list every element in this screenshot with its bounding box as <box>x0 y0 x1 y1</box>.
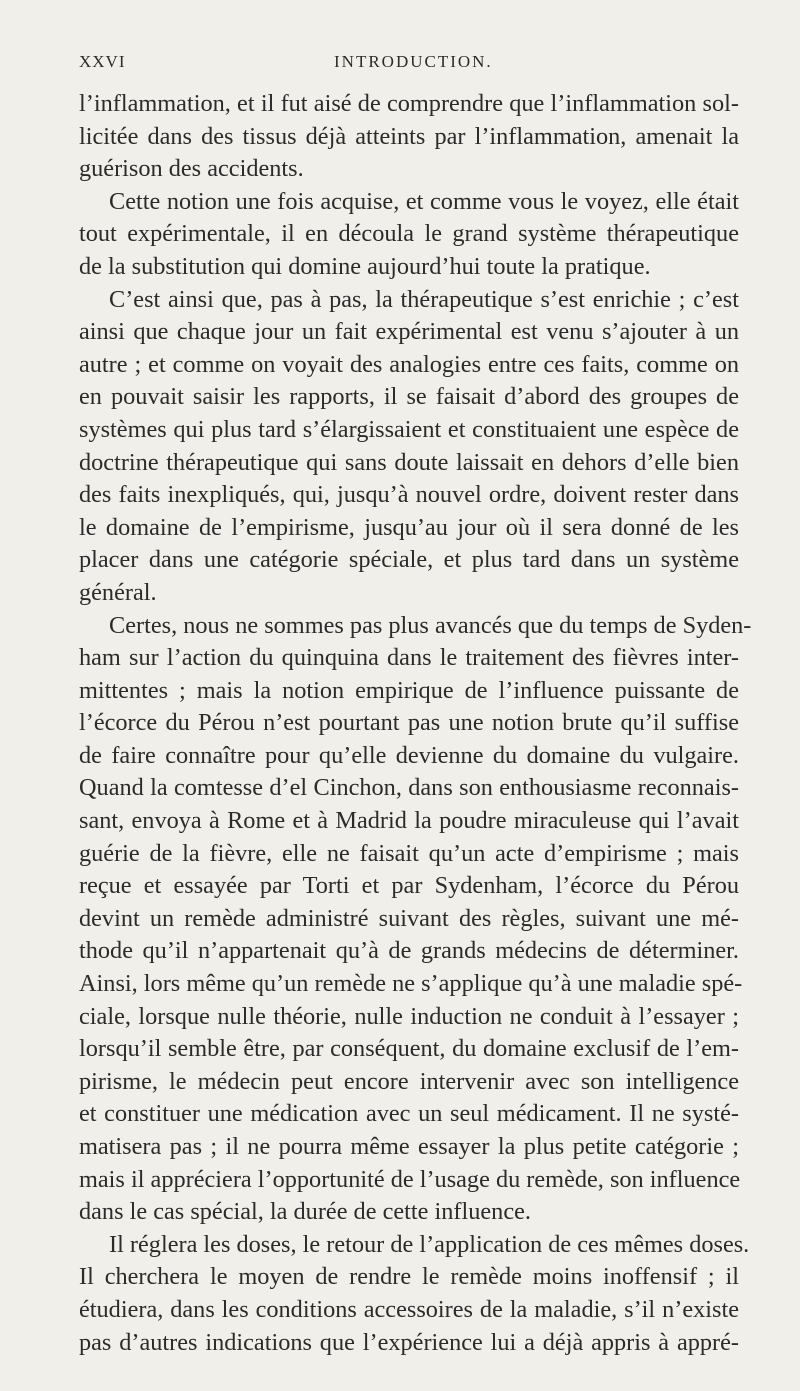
text-line: étudiera, dans les conditions accessoires de la maladie, s’il n’existe <box>79 1295 739 1323</box>
body-text <box>79 88 752 1359</box>
text-line: général. <box>79 578 157 606</box>
text-line: placer dans une catégorie spéciale, et plus tard dans un système <box>79 546 739 574</box>
text-line: devint un remède administré suivant des règles, suivant une mé- <box>79 904 739 932</box>
text-line: le domaine de l’empirisme, jusqu’au jour où il sera donné de les <box>79 513 739 541</box>
running-title: INTRODUCTION. <box>334 52 493 71</box>
text-line: doctrine thérapeutique qui sans doute laissait en dehors d’elle bien <box>79 448 739 476</box>
text-line: sant, envoya à Rome et à Madrid la poudre miraculeuse qui l’avait <box>79 807 739 835</box>
text-line: Il cherchera le moyen de rendre le remède moins inoffensif ; il <box>79 1263 739 1291</box>
text-line: des faits inexpliqués, qui, jusqu’à nouvel ordre, doivent rester dans <box>79 481 739 509</box>
text-line: Certes, nous ne sommes pas plus avancés que du temps de Syden- <box>109 611 752 639</box>
text-line: ainsi que chaque jour un fait expérimental est venu s’ajouter à un <box>79 318 739 346</box>
text-line: pirisme, le médecin peut encore intervenir avec son intelligence <box>79 1067 739 1095</box>
text-line: guérison des accidents. <box>79 155 304 183</box>
text-line: tout expérimentale, il en découla le grand système thérapeutique <box>79 220 739 248</box>
text-line: reçue et essayée par Torti et par Sydenham, l’écorce du Pérou <box>79 872 739 900</box>
text-line: de faire connaître pour qu’elle devienne du domaine du vulgaire. <box>79 741 739 769</box>
text-line: autre ; et comme on voyait des analogies entre ces faits, comme on <box>79 350 739 378</box>
text-line: dans le cas spécial, la durée de cette influence. <box>79 1198 531 1226</box>
text-line: pas d’autres indications que l’expérience lui a déjà appris à appré- <box>79 1328 739 1356</box>
text-line: l’inflammation, et il fut aisé de comprendre que l’inflammation sol- <box>79 90 739 117</box>
text-line: lorsqu’il semble être, par conséquent, du domaine exclusif de l’em- <box>79 1035 739 1063</box>
text-line: Il réglera les doses, le retour de l’application de ces mêmes doses. <box>109 1230 750 1258</box>
text-line: mittentes ; mais la notion empirique de l’influence puissante de <box>79 676 739 704</box>
text-line: Cette notion une fois acquise, et comme vous le voyez, elle était <box>109 187 739 215</box>
text-line: licitée dans des tissus déjà atteints par l’inflammation, amenait la <box>79 122 739 150</box>
text-line: systèmes qui plus tard s’élargissaient et constituaient une espèce de <box>79 415 739 443</box>
text-line: thode qu’il n’appartenait qu’à de grands médecins de déterminer. <box>79 937 739 965</box>
running-head <box>79 52 729 82</box>
text-line: guérie de la fièvre, elle ne faisait qu’un acte d’empirisme ; mais <box>79 839 739 867</box>
text-line: ham sur l’action du quinquina dans le traitement des fièvres inter- <box>79 644 739 672</box>
text-line: et constituer une médication avec un seul médicament. Il ne systé- <box>79 1100 739 1128</box>
text-line: de la substitution qui domine aujourd’hui toute la pratique. <box>79 252 651 280</box>
text-line: l’écorce du Pérou n’est pourtant pas une notion brute qu’il suffise <box>79 709 739 737</box>
text-line: C’est ainsi que, pas à pas, la thérapeutique s’est enrichie ; c’est <box>109 285 739 313</box>
text-line: en pouvait saisir les rapports, il se faisait d’abord des groupes de <box>79 383 739 411</box>
text-line: matisera pas ; il ne pourra même essayer la plus petite catégorie ; <box>79 1133 739 1160</box>
text-line: Quand la comtesse d’el Cinchon, dans son enthousiasme reconnais- <box>79 774 739 802</box>
text-line: Ainsi, lors même qu’un remède ne s’applique qu’à une maladie spé- <box>79 970 743 998</box>
text-line: ciale, lorsque nulle théorie, nulle induction ne conduit à l’essayer ; <box>79 1002 739 1030</box>
text-line: mais il appréciera l’opportunité de l’usage du remède, son influence <box>79 1165 741 1193</box>
page-number: XXVI <box>79 52 126 71</box>
